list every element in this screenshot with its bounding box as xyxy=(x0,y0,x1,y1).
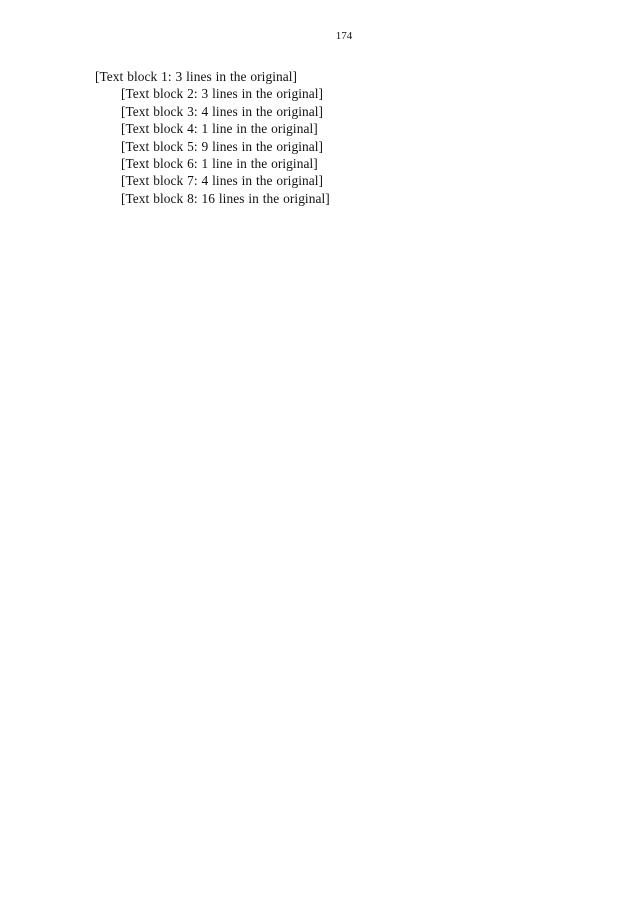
paragraph: [Text block 6: 1 line in the original] xyxy=(121,156,318,172)
paragraph: [Text block 4: 1 line in the original] xyxy=(121,121,318,137)
paragraph: [Text block 7: 4 lines in the original] xyxy=(121,173,323,189)
paragraph: [Text block 2: 3 lines in the original] xyxy=(121,86,323,102)
document-body xyxy=(95,68,593,207)
paragraph: [Text block 3: 4 lines in the original] xyxy=(121,103,323,119)
page-number: 174 xyxy=(335,30,353,42)
paragraph: [Text block 1: 3 lines in the original] xyxy=(95,69,297,84)
paragraph: [Text block 5: 9 lines in the original] xyxy=(121,138,323,154)
paragraph: [Text block 8: 16 lines in the original] xyxy=(121,190,330,206)
